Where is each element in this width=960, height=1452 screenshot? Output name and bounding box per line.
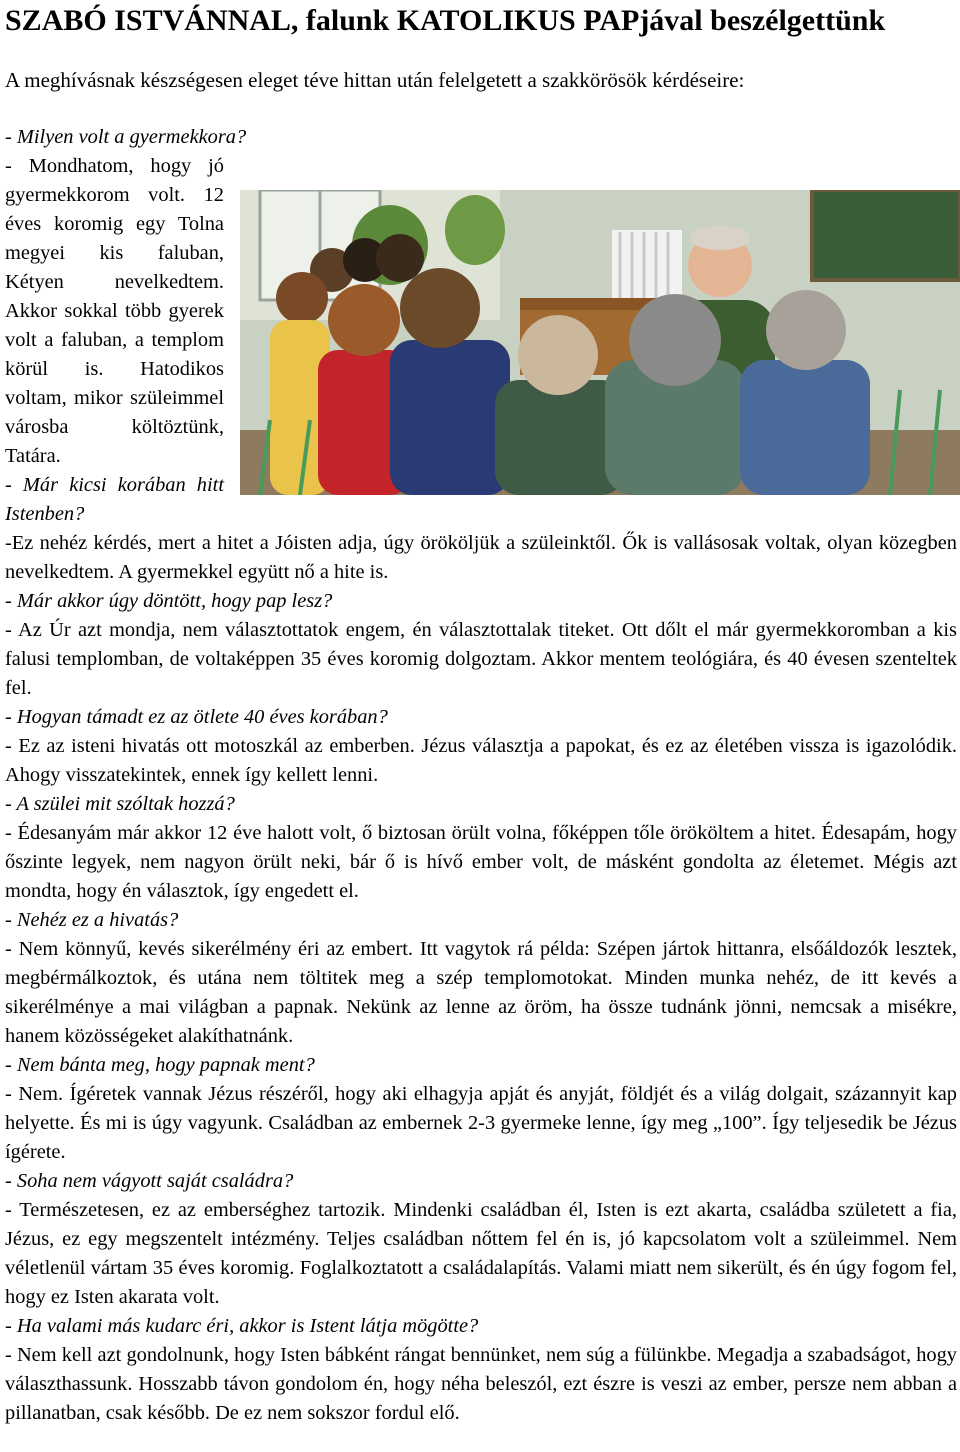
interview-question: - A szülei mit szóltak hozzá? [5, 793, 235, 815]
interview-question: - Nem bánta meg, hogy papnak ment? [5, 1054, 315, 1076]
classroom-photo [240, 190, 960, 495]
interview-question: - Milyen volt a gyermekkora? [5, 126, 247, 148]
interview-body [5, 123, 957, 1428]
interview-question: - Ha valami más kudarc éri, akkor is Istent látja mögötte? [5, 1315, 479, 1337]
article-title: SZABÓ ISTVÁNNAL, falunk KATOLIKUS PAPjával beszélgettünk [5, 4, 886, 37]
interview-question: - Már akkor úgy döntött, hogy pap lesz? [5, 590, 333, 612]
interview-answer: - Ez az isteni hivatás ott motoszkál az emberben. Jézus választja a papokat, és ez az életében vissza is igazolódik. Ahogy visszatekintek, ennek így kellett lenni. [5, 735, 957, 786]
interview-question: - Már kicsi korában hitt Istenben? [5, 474, 224, 525]
interview-answer: - Nem. Ígéretek vannak Jézus részéről, hogy aki elhagyja apját és anyját, földjét és a világ dolgait, százannyit kap helyette. És mi is úgy vagyunk. Családban az embernek 2-3 gyermeke lenne, így meg „100”. Így teljesedik be Jézus ígérete. [5, 1083, 957, 1163]
interview-answer: - Édesanyám már akkor 12 éve halott volt, ő biztosan örült volna, főképpen tőle örököltem a hitet. Édesapám, hogy őszinte legyek, nem nagyon örült neki, bár ő is hívő ember volt, de másként gondolta az életemet. Mégis azt mondta, hogy én választok, így engedett el. [5, 822, 957, 902]
interview-question: - Soha nem vágyott saját családra? [5, 1170, 294, 1192]
interview-answer: - Nem könnyű, kevés sikerélmény éri az embert. Itt vagytok rá példa: Szépen jártok hittanra, elsőáldozók lesztek, megbérmálkoztok, és utána nem töltitek meg a szép templomotokat. Minden munka nehéz, de itt kevés a sikerélménye a mai világban a papnak. Nekünk az lenne az öröm, ha össze tudnánk jönni, nemcsak a misékre, hanem közösségeket alakíthatnánk. [5, 938, 957, 1047]
interview-answer: - Mondhatom, hogy jó gyermekkorom volt. 12 éves koromig egy Tolna megyei kis faluban, Kétyen nevelkedtem. Akkor sokkal több gyerek volt a faluban, a templom körül is. Hatodikos voltam, mikor szüleimmel városba költöztünk, Tatára. [5, 155, 224, 467]
interview-answer: - Természetesen, ez az emberséghez tartozik. Mindenki családban él, Isten is ezt akarta, családba született a fia, Jézus, ez egy megszentelt intézmény. Teljes családban nőttem fel én is, jó kapcsolatom volt a szüleimmel. Nem véletlenül vártam 35 éves koromig. Foglalkoztatott a családalapítás. Valami miatt nem sikerült, és én úgy fogom fel, hogy ez Isten akarata volt. [5, 1199, 957, 1308]
interview-answer: - Az Úr azt mondja, nem választottatok engem, én választottalak titeket. Ott dőlt el már gyermekkoromban a kis falusi templomban, de voltaképpen 35 éves koromig dolgoztam. Akkor mentem teológiára, és 40 évesen szenteltek fel. [5, 619, 957, 699]
interview-answer: - Nem kell azt gondolnunk, hogy Isten bábként rángat bennünket, nem súg a fülünkbe. Megadja a szabadságot, hogy választhassunk. Hosszabb távon gondolom én, hogy néha beleszól, ezt észre is veszi az ember, persze nem abban a pillanatban, csak később. De ez nem sokszor fordul elő. [5, 1344, 957, 1424]
interview-question: - Nehéz ez a hivatás? [5, 909, 179, 931]
interview-question: - Hogyan támadt ez az ötlete 40 éves korában? [5, 706, 388, 728]
article-intro: A meghívásnak készségesen eleget téve hittan után felelgetett a szakkörösök kérdéseire: [5, 68, 745, 92]
interview-answer: -Ez nehéz kérdés, mert a hitet a Jóisten adja, úgy örököljük a szüleinktől. Ők is vallásosak voltak, olyan közegben nevelkedtem. A gyermekkel együtt nő a hite is. [5, 532, 957, 583]
